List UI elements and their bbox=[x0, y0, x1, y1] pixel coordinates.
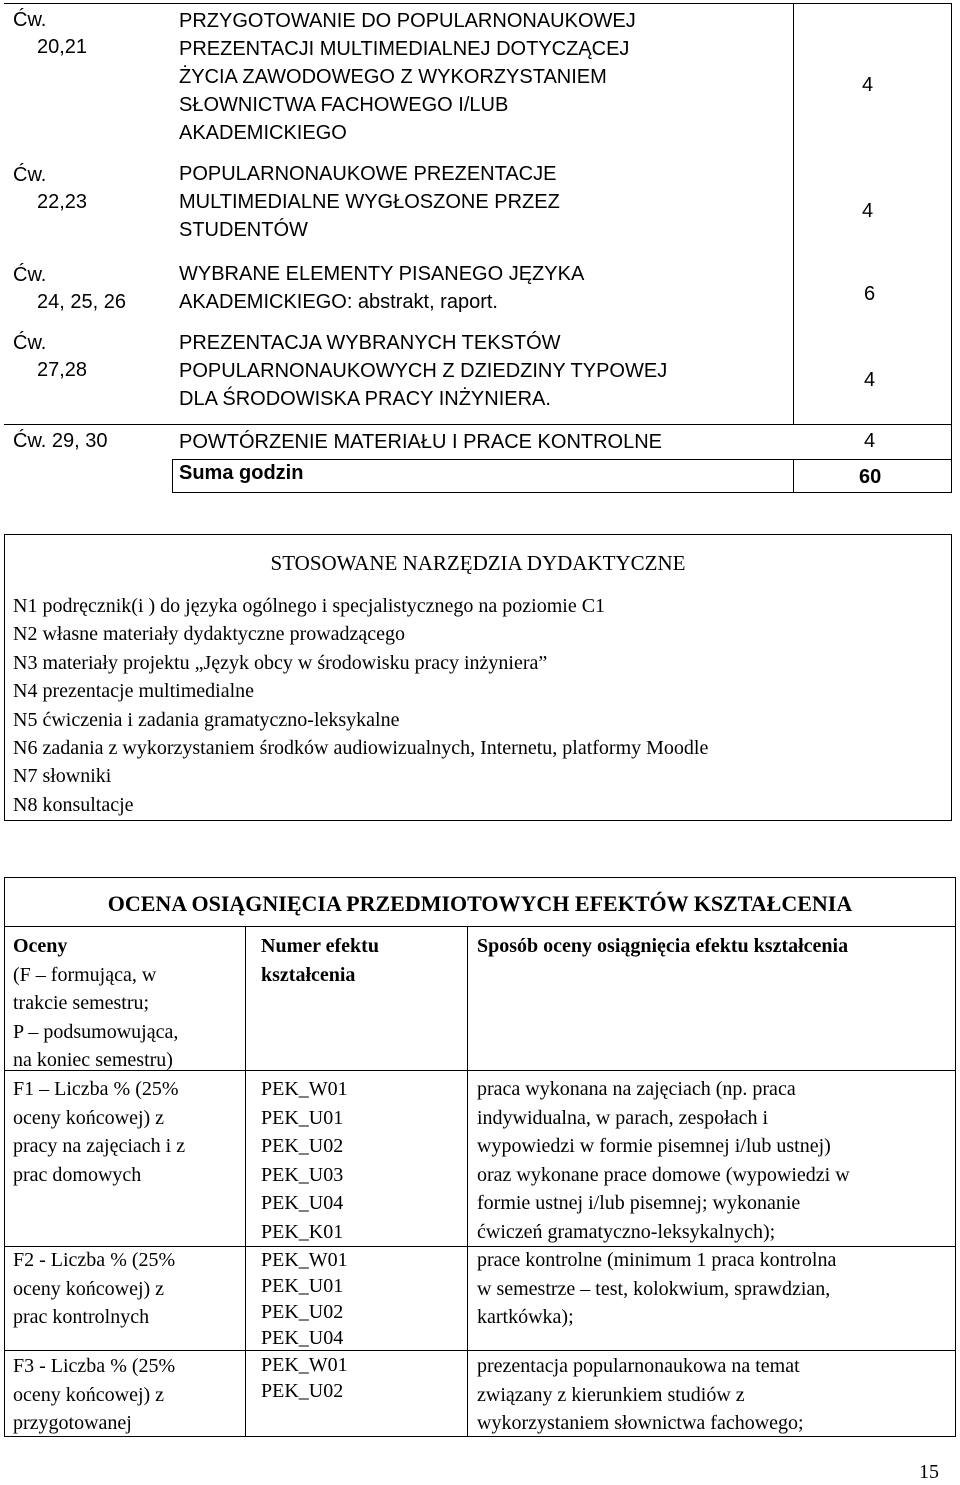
table-border bbox=[793, 3, 794, 425]
effects-cell: PEK_W01 PEK_U01 PEK_U02 PEK_U04 bbox=[261, 1249, 348, 1349]
table-border bbox=[4, 1350, 956, 1351]
table-border bbox=[4, 877, 956, 878]
effects-cell: PEK_W01 PEK_U02 bbox=[261, 1354, 348, 1402]
hours-value: 4 bbox=[864, 430, 876, 452]
tools-list bbox=[13, 592, 708, 819]
hours-value: 4 bbox=[862, 200, 874, 222]
topic-text: PRZYGOTOWANIE DO POPULARNONAUKOWEJ PREZENTACJI MULTIMEDIALNEJ DOTYCZĄCEJ ŻYCIA ZAWODOWEGO Z WYKORZYSTANIEM SŁOWNICTWA FACHOWEGO I/LUB AKADEMICKIEGO bbox=[179, 10, 636, 144]
lab-number: Ćw. 24, 25, 26 bbox=[13, 264, 126, 313]
table-border bbox=[793, 459, 794, 493]
total-hours: 60 bbox=[859, 466, 882, 488]
table-border bbox=[4, 424, 952, 425]
grades-header: Oceny (F – formująca, w trakcie semestru; P – podsumowująca, na koniec semestru) bbox=[13, 935, 179, 1071]
list-item: N8 konsultacje bbox=[13, 793, 134, 816]
list-item: N7 słowniki bbox=[13, 765, 112, 788]
method-header: Sposób oceny osiągnięcia efektu kształcenia bbox=[477, 935, 849, 957]
hours-value: 4 bbox=[864, 369, 876, 391]
total-label: Suma godzin bbox=[179, 462, 304, 484]
table-border bbox=[951, 3, 952, 493]
method-cell: prace kontrolne (minimum 1 praca kontrolna w semestrze – test, kolokwium, sprawdzian, kartkówka); bbox=[477, 1249, 837, 1328]
list-item: N3 materiały projektu „Język obcy w środowisku pracy inżyniera” bbox=[13, 651, 548, 674]
method-cell: prezentacja popularnonaukowa na temat związany z kierunkiem studiów z wykorzystaniem słownictwa fachowego; bbox=[477, 1355, 804, 1434]
page-number: 15 bbox=[919, 1461, 939, 1483]
lab-number: Ćw. 29, 30 bbox=[13, 430, 108, 452]
lab-number: Ćw. 27,28 bbox=[13, 332, 88, 381]
table-border bbox=[172, 459, 952, 460]
topic-text: POPULARNONAUKOWE PREZENTACJE MULTIMEDIALNE WYGŁOSZONE PRZEZ STUDENTÓW bbox=[179, 163, 560, 241]
list-item: N2 własne materiały dydaktyczne prowadzącego bbox=[13, 623, 406, 646]
grade-cell: F2 - Liczba % (25% oceny końcowej) z prac kontrolnych bbox=[13, 1249, 176, 1328]
box-border bbox=[4, 534, 5, 821]
list-item: N6 zadania z wykorzystaniem środków audiowizualnych, Internetu, platformy Moodle bbox=[13, 737, 709, 760]
list-item: N1 podręcznik(i ) do języka ogólnego i specjalistycznego na poziomie C1 bbox=[13, 595, 606, 617]
table-border bbox=[955, 877, 956, 1437]
box-border bbox=[951, 534, 952, 821]
hours-value: 6 bbox=[864, 283, 876, 305]
list-item: N5 ćwiczenia i zadania gramatyczno-leksykalne bbox=[13, 708, 400, 731]
box-border bbox=[4, 820, 952, 821]
box-border bbox=[4, 534, 952, 535]
hours-value: 4 bbox=[862, 74, 874, 96]
grade-cell: F1 – Liczba % (25% oceny końcowej) z pracy na zajęciach i z prac domowych bbox=[13, 1078, 186, 1186]
list-item: N4 prezentacje multimedialne bbox=[13, 680, 255, 703]
method-cell: praca wykonana na zajęciach (np. praca indywidualna, w parach, zespołach i wypowiedzi w formie pisemnej i/lub ustnej) oraz wykonane prace domowe (wypowiedzi w formie ustnej i/lub pisemnej; wykonanie ćwiczeń gramatyczno-leksykalnych); bbox=[477, 1078, 850, 1243]
table-border bbox=[4, 877, 5, 1437]
tools-title: STOSOWANE NARZĘDZIA DYDAKTYCZNE bbox=[270, 551, 686, 575]
topic-text: PREZENTACJA WYBRANYCH TEKSTÓW POPULARNONAUKOWYCH Z DZIEDZINY TYPOWEJ DLA ŚRODOWISKA PRACY INŻYNIERA. bbox=[179, 332, 668, 410]
lab-number: Ćw. 20,21 bbox=[13, 9, 88, 58]
lab-number: Ćw. 22,23 bbox=[13, 164, 88, 213]
evaluation-title: OCENA OSIĄGNIĘCIA PRZEDMIOTOWYCH EFEKTÓW KSZTAŁCENIA bbox=[107, 891, 853, 916]
effects-cell: PEK_W01 PEK_U01 PEK_U02 PEK_U03 PEK_U04 PEK_K01 bbox=[261, 1078, 348, 1243]
table-border bbox=[4, 926, 956, 927]
table-border bbox=[245, 926, 246, 1437]
table-border bbox=[467, 926, 468, 1437]
topic-text: WYBRANE ELEMENTY PISANEGO JĘZYKA AKADEMICKIEGO: abstrakt, raport. bbox=[179, 263, 585, 313]
table-border bbox=[172, 492, 952, 493]
grade-cell: F3 - Liczba % (25% oceny końcowej) z przygotowanej bbox=[13, 1355, 176, 1434]
topic-text: POWTÓRZENIE MATERIAŁU I PRACE KONTROLNE bbox=[179, 431, 663, 453]
table-border bbox=[172, 459, 173, 493]
effect-header: Numer efektu kształcenia bbox=[261, 935, 379, 986]
table-border bbox=[4, 3, 952, 4]
